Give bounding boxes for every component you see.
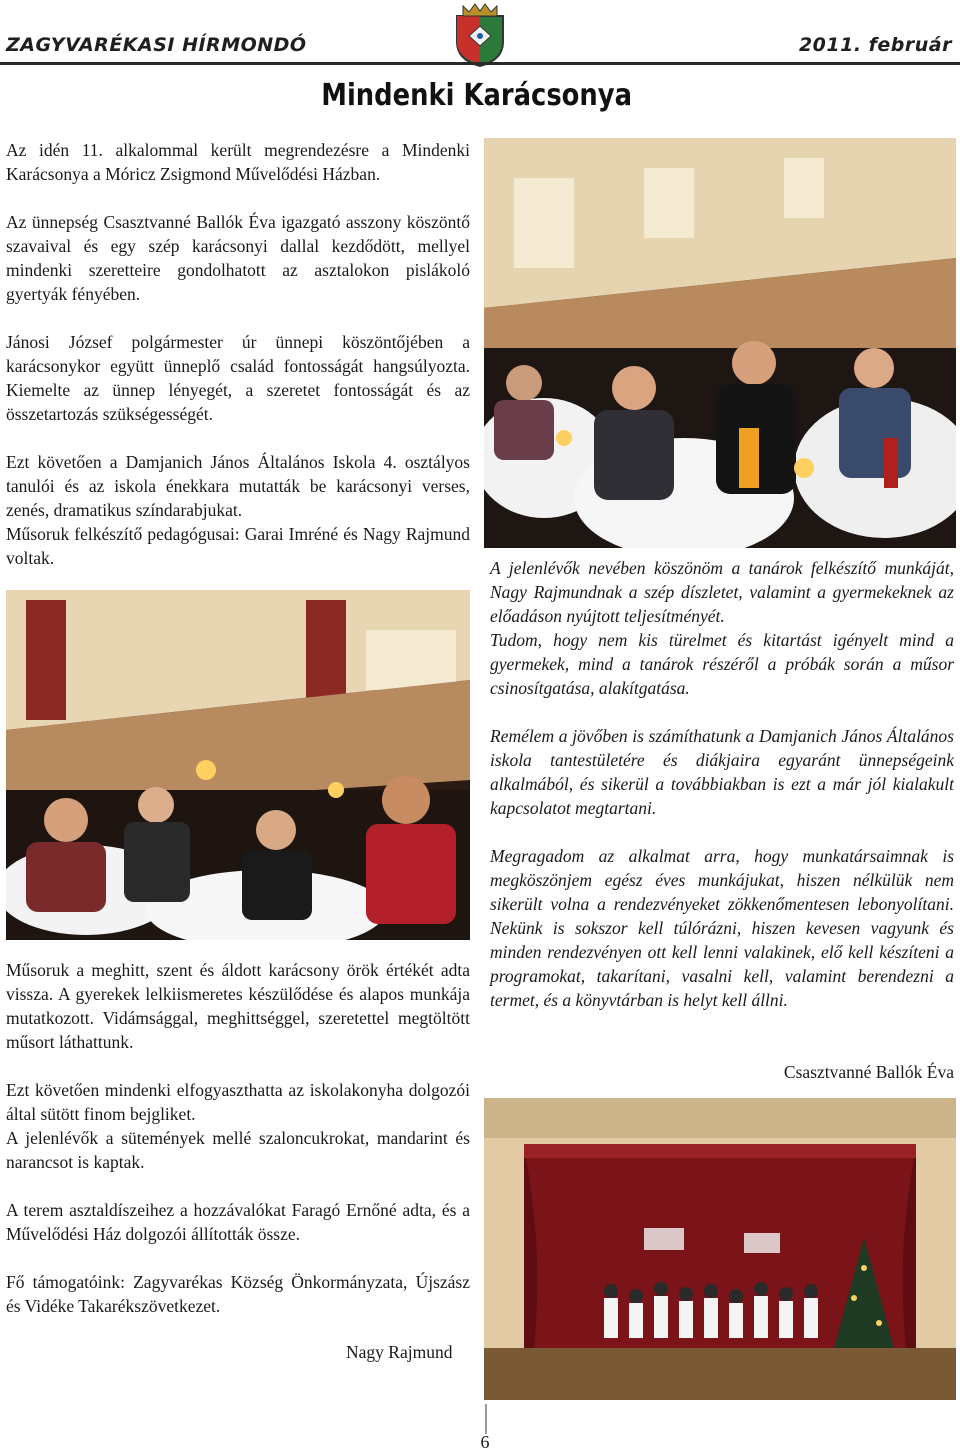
paragraph: A jelenlévők a sütemények mellé szaloncukrokat, mandarint és narancsot is kaptak. [6,1128,470,1172]
photo-stage-performance [484,1098,956,1400]
publication-name: ZAGYVARÉKASI HÍRMONDÓ [6,34,307,56]
left-column-bottom [6,958,470,1318]
issue-date: 2011. február [798,34,952,56]
paragraph: Az ünnepség Csasztvanné Ballók Éva igazgató asszony köszöntő szavaival és egy szép karácsonyi dallal kezdődött, mellyel mindenki szeretteire gondolhatott az asztalokon pislákoló gyertyák fényében. [6,212,470,304]
footer-divider [485,1404,487,1434]
paragraph: Jánosi József polgármester úr ünnepi köszöntőjében a karácsonykor együtt ünneplő család fontosságát hangsúlyozta. Kiemelte az ünnep lényegét, a szeretet fontosságát és az összetartozás szükségességét. [6,332,470,424]
paragraph: Ezt követően mindenki elfogyaszthatta az iskolakonyha dolgozói által sütött finom bejgliket. [6,1080,470,1124]
right-signature: Csasztvanné Ballók Éva [783,1062,954,1082]
left-column-top [6,138,470,570]
paragraph: Fő támogatóink: Zagyvarékas Község Önkormányzata, Újszász és Vidéke Takarékszövetkezet. [6,1272,470,1316]
header-divider [0,62,960,65]
paragraph: Műsoruk felkészítő pedagógusai: Garai Imréné és Nagy Rajmund voltak. [6,524,470,568]
right-column [490,556,954,1012]
paragraph: A terem asztaldíszeihez a hozzávalókat Faragó Ernőné adta, és a Művelődési Ház dolgozói állították össze. [6,1200,470,1244]
paragraph: Remélem a jövőben is számíthatunk a Damjanich János Általános iskola tantestületére és diákjaira egyaránt ünnepségeink alkalmából, és sikerül a továbbiakban is ezt a már jól kialakult kapcsolatot megtartani. [490,726,954,818]
paragraph: A jelenlévők nevében köszönöm a tanárok felkészítő munkáját, Nagy Rajmundnak a szép díszletet, valamint a gyermekeknek az előadáson nyújtott teljesítményét. [490,558,954,626]
paragraph: Ezt követően a Damjanich János Általános Iskola 4. osztályos tanulói és az iskola énekkara mutatták be karácsonyi verses, zenés, dramatikus színdarabjukat. [6,452,470,520]
paragraph: Az idén 11. alkalommal került megrendezésre a Mindenki Karácsonya a Móricz Zsigmond Művelődési Házban. [6,140,470,184]
coat-of-arms-icon [449,2,511,68]
paragraph: Műsoruk a meghitt, szent és áldott karácsony örök értékét adta vissza. A gyerekek lelkiismeretes készülődése és alapos munkája mutatkozott. Vidámsággal, meghittséggel, szeretettel megtöltött műsort láthattunk. [6,960,470,1052]
article-title: Mindenki Karácsonya [321,78,632,113]
photo-audience-at-tables [484,138,956,548]
paragraph: Megragadom az alkalmat arra, hogy munkatársaimnak is megköszönjem egész éves munkájukat, hiszen nélkülük nem sikerült volna a rendezvényeket zökkenőmentesen lebonyolítani. Nekünk is sokszor kell túlórázni, hiszen kevesen vagyunk és minden rendezvényen ott kell lenni valakinek, elő kell készíteni a programokat, takarítani, vasalni kell, valamint berendezni a termet, és a könyvtárban is helyt kell állni. [490,846,954,1010]
paragraph: Tudom, hogy nem kis türelmet és kitartást igényelt mind a gyermekek, mind a tanárok részéről a próbák során a műsor csinosítgatása, alakítgatása. [490,630,954,698]
left-signature: Nagy Rajmund [346,1342,453,1362]
photo-audience-with-children [6,590,470,940]
page-number: 6 [480,1432,490,1452]
